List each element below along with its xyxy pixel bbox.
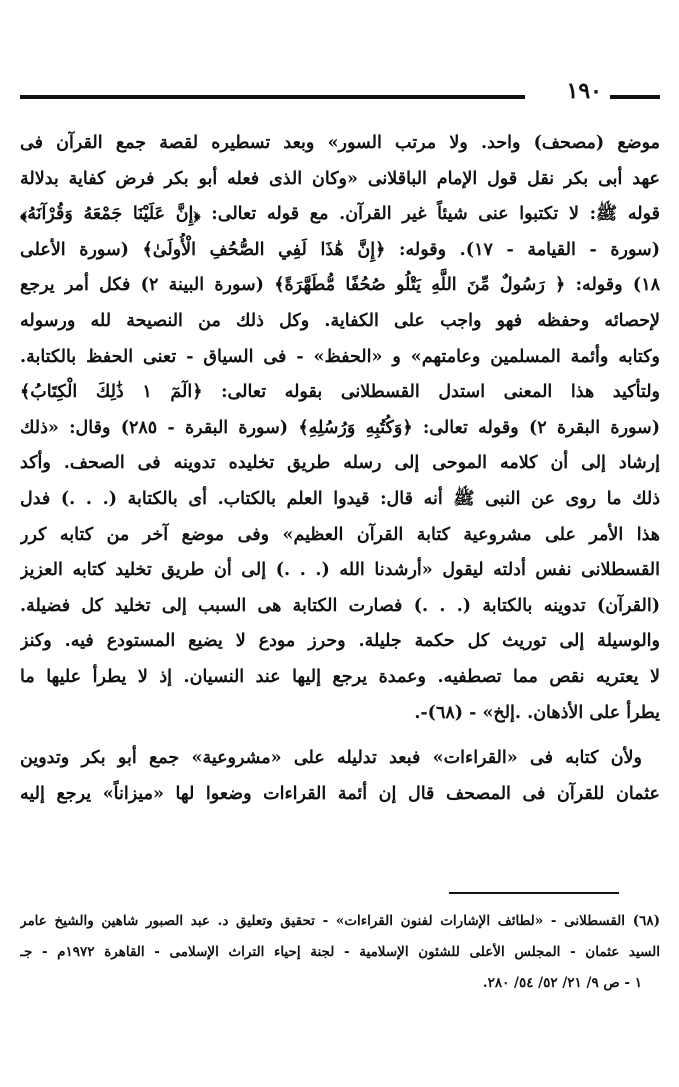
footnote-line: ١ - ص ٩/ ٢١/ ٥٢/ ٥٤/ ٢٨٠. xyxy=(482,975,642,991)
header-rule-long xyxy=(20,95,525,99)
text-line: والوسيلة إلى توريث كل حكمة جليلة. وحرز مودع لا يضيع المستودع فيه. وكنز xyxy=(20,631,660,652)
text-line: ولتأكيد هذا المعنى استدل القسطلانى بقوله تعالى: ﴿الٓمٓ ١ ذَٰلِكَ الْكِتَابُ﴾ xyxy=(20,382,660,403)
footnote-separator xyxy=(449,892,619,894)
text-line: وكتابه وأئمة المسلمين وعامتهم» و «الحفظ» - فى السياق - تعنى الحفظ بالكتابة. xyxy=(20,346,660,367)
footnote-line: (٦٨) القسطلانى - «لطائف الإشارات لفنون القراءات» - تحقيق وتعليق د. عبد الصبور شاهين والشيخ عامر xyxy=(20,913,660,929)
text-line: (القرآن) تدوينه بالكتابة (. . .) فصارت الكتابة هى السبب إلى تخليد كل فضيلة. xyxy=(20,595,660,616)
text-line: (سورة البقرة ٢) وقوله تعالى: ﴿وَكُتُبِهِ وَرُسُلِهِ﴾ (سورة البقرة - ٢٨٥) وقال: «ذلك xyxy=(20,417,660,438)
paragraph-start-line: ولأن كتابه فى «القراءات» فبعد تدليله على «مشروعية» جمع أبو بكر وتدوين xyxy=(20,748,642,769)
header-rule-short xyxy=(610,95,660,99)
text-line: إرشاد إلى أن كلامه الموحى إلى رسله طريق تخليده تدوينه فى الصحف. وأكد xyxy=(20,453,660,474)
text-line: لإحصائه وحفظه فهو واجب على الكفاية. وكل ذلك من النصيحة لله ورسوله xyxy=(20,310,660,331)
text-line: موضع (مصحف) واحد. ولا مرتب السور» وبعد تسطيره لقصة جمع القرآن فى xyxy=(20,133,660,153)
text-line: هذا الأمر على مشروعية كتابة القرآن العظيم» وفى موضع آخر من كتابه كرر xyxy=(20,524,660,545)
footnotes xyxy=(20,906,660,999)
text-line: عثمان للقرآن فى المصحف قال إن أئمة القراءات وضعوا لها «ميزاناً» يرجع إليه xyxy=(20,783,660,804)
text-line: عهد أبى بكر نقل قول الإمام الباقلانى «وكان الذى فعله أبو بكر فرض كفاية بدلالة xyxy=(20,168,660,189)
text-line: يطرأ على الأذهان. .إلخ» - (٦٨)-. xyxy=(414,702,660,723)
page-number: ١٩٠ xyxy=(566,78,602,104)
text-line: قوله ﷺ: لا تكتبوا عنى شيئاً غير القرآن. مع قوله تعالى: ﴿إِنَّ عَلَيْنَا جَمْعَهُ وَقُرْآنَهُ﴾ xyxy=(20,204,660,225)
footnote-line: السيد عثمان - المجلس الأعلى للشئون الإسلامية - لجنة إحياء التراث الإسلامى - القاهرة ١٩٧٢م - جـ xyxy=(20,944,660,960)
text-line: لا يعتريه نقص مما تصطفيه. وعمدة يرجع إليها عند النسيان. إذ لا يطرأ عليها ما xyxy=(20,666,660,687)
text-line: القسطلانى نفس أدلته ليقول «أرشدنا الله (. . .) إلى أن طريق تخليد كتابه العزيز xyxy=(20,560,660,581)
main-text xyxy=(20,126,660,812)
text-line: ١٨) وقوله: ﴿ رَسُولٌ مِّنَ اللَّهِ يَتْلُو صُحُفًا مُّطَهَّرَةً﴾ (سورة البينة ٢) فكل أمر يرجع xyxy=(20,275,660,296)
page-header xyxy=(20,78,660,108)
text-line: ذلك ما روى عن النبى ﷺ أنه قال: قيدوا العلم بالكتاب. أى بالكتابة (. . .) فدل xyxy=(20,488,660,509)
text-line: (سورة - القيامة - ١٧). وقوله: ﴿إِنَّ هَٰذَا لَفِي الصُّحُفِ الْأُولَىٰ﴾ (سورة الأعلى xyxy=(20,239,660,260)
